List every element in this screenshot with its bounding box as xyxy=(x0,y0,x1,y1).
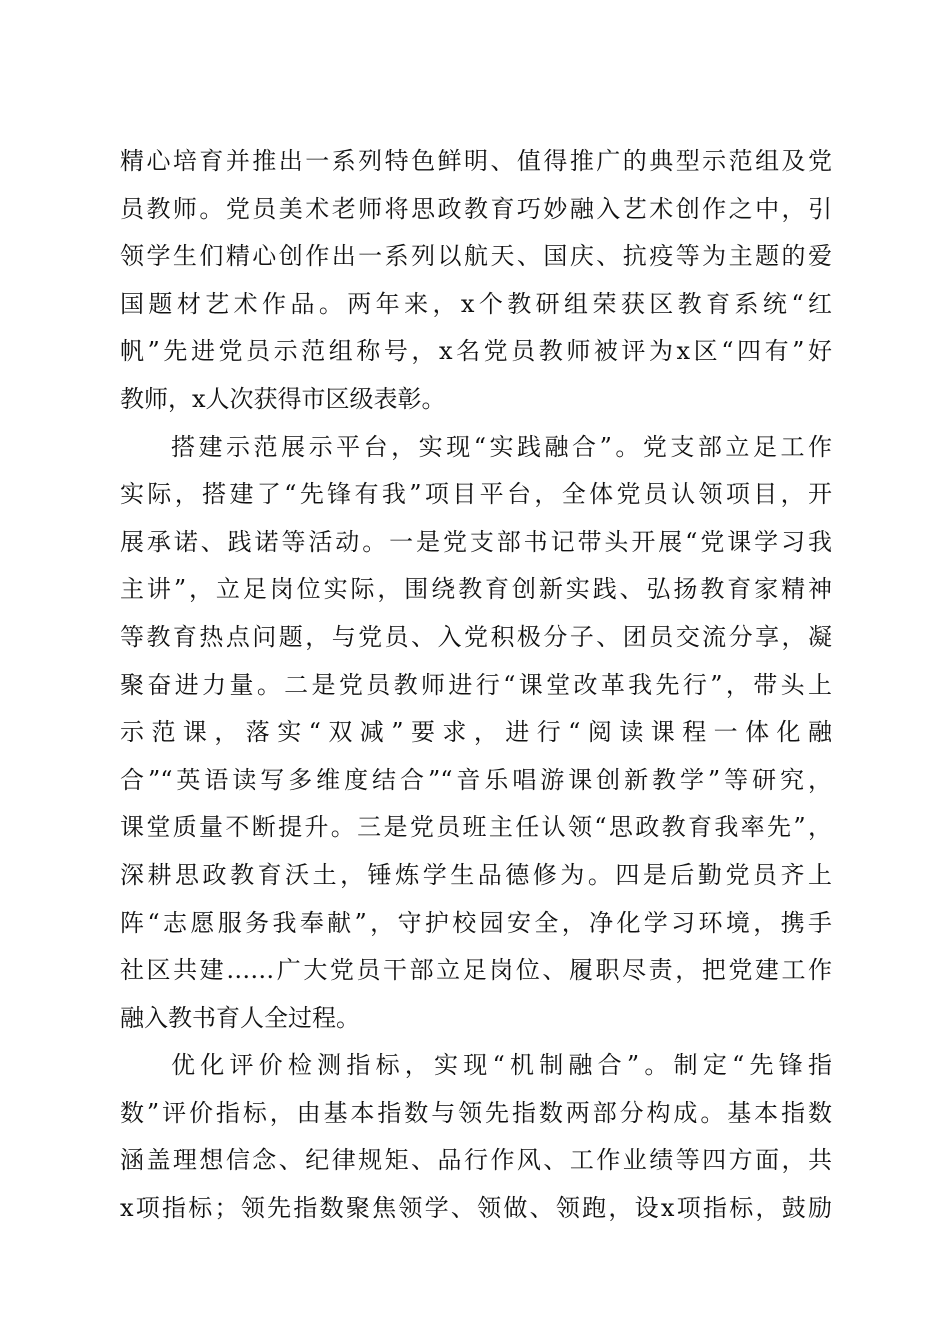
text-line: 合”“英语读写多维度结合”“音乐唱游课创新教学”等研究， xyxy=(120,765,832,794)
text-line: 主讲”，立足岗位实际，围绕教育创新实践、弘扬教育家精神 xyxy=(120,575,832,604)
paragraph-1 xyxy=(120,138,832,424)
text-line: 帆”先进党员示范组称号，x名党员教师被评为x区“四有”好 xyxy=(120,337,832,366)
text-line: 示范课，落实“双减”要求，进行“阅读课程一体化融 xyxy=(120,718,832,747)
text-line: 搭建示范展示平台，实现“实践融合”。党支部立足工作 xyxy=(171,432,832,461)
text-line: 社区共建……广大党员干部立足岗位、履职尽责，把党建工作 xyxy=(120,956,832,985)
text-line: 国题材艺术作品。两年来，x个教研组荣获区教育系统“红 xyxy=(120,289,832,318)
body-text xyxy=(120,138,832,1233)
text-line: x项指标；领先指数聚焦领学、领做、领跑，设x项指标，鼓励 xyxy=(120,1194,832,1223)
paragraph-2 xyxy=(120,424,832,1043)
text-line: 教师，x人次获得市区级表彰。 xyxy=(120,384,446,413)
text-line: 深耕思政教育沃土，锤炼学生品德修为。四是后勤党员齐上 xyxy=(120,860,832,889)
text-line: 融入教书育人全过程。 xyxy=(120,1003,360,1032)
text-line: 涵盖理想信念、纪律规矩、品行作风、工作业绩等四方面，共 xyxy=(120,1146,832,1175)
text-line: 优化评价检测指标，实现“机制融合”。制定“先锋指 xyxy=(171,1051,832,1080)
text-line: 聚奋进力量。二是党员教师进行“课堂改革我先行”，带头上 xyxy=(120,670,832,699)
text-line: 等教育热点问题，与党员、入党积极分子、团员交流分享，凝 xyxy=(120,622,832,651)
text-line: 数”评价指标，由基本指数与领先指数两部分构成。基本指数 xyxy=(120,1098,832,1127)
text-line: 员教师。党员美术老师将思政教育巧妙融入艺术创作之中，引 xyxy=(120,194,832,223)
text-line: 精心培育并推出一系列特色鲜明、值得推广的典型示范组及党 xyxy=(120,147,832,175)
text-line: 阵“志愿服务我奉献”，守护校园安全，净化学习环境，携手 xyxy=(120,908,832,937)
text-line: 展承诺、践诺等活动。一是党支部书记带头开展“党课学习我 xyxy=(120,527,832,556)
text-line: 领学生们精心创作出一系列以航天、国庆、抗疫等为主题的爱 xyxy=(120,242,832,271)
text-line: 实际，搭建了“先锋有我”项目平台，全体党员认领项目，开 xyxy=(120,480,832,509)
text-line: 课堂质量不断提升。三是党员班主任认领“思政教育我率先”， xyxy=(120,813,832,842)
paragraph-3 xyxy=(120,1042,832,1232)
